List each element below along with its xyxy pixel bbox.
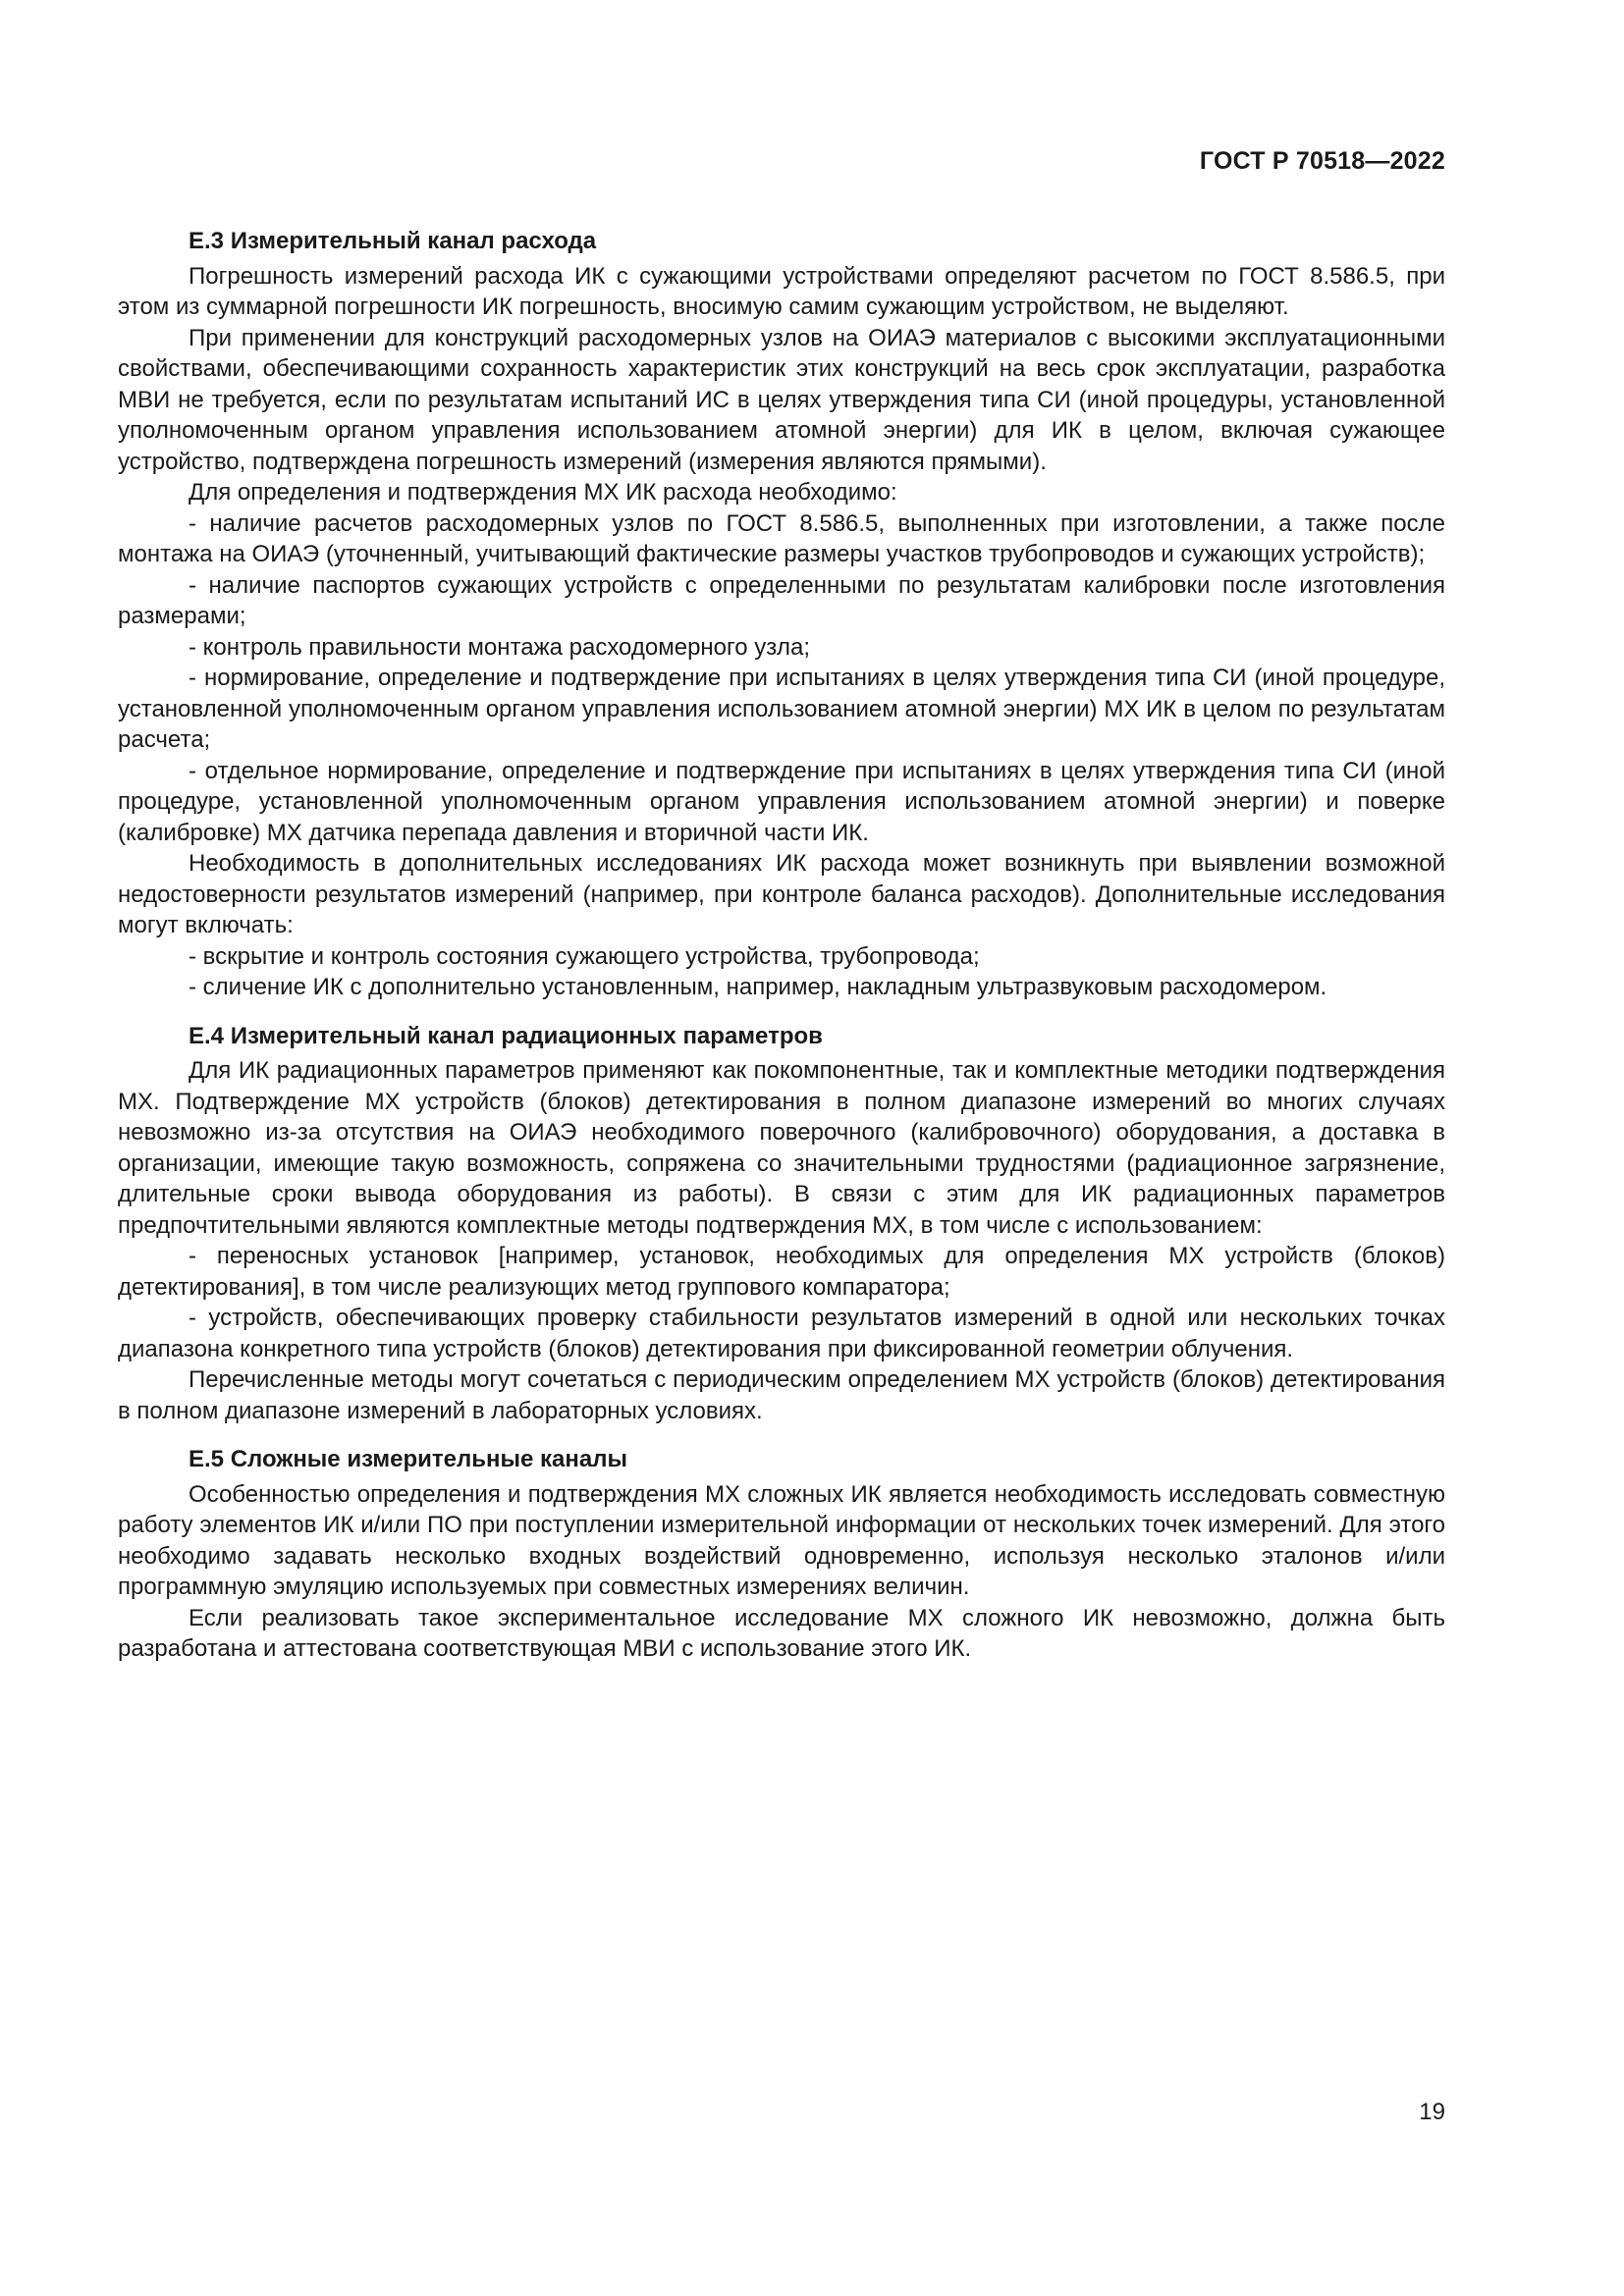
page-number: 19 (1419, 2099, 1445, 2125)
list-item: - вскрытие и контроль состояния сужающего устройства, трубопровода; (189, 942, 980, 970)
list-item: - наличие расчетов расходомерных узлов по ГОСТ 8.586.5, выполненных при изготовлении, а также после монтажа на ОИАЭ (уточненный, учитывающий фактические размеры участков трубопроводов и сужающих устройств); (118, 509, 1445, 567)
list-item: - нормирование, определение и подтверждение при испытаниях в целях утверждения типа СИ (иной процедуре, установленной уполномоченным органом управления использованием атомной энергии) МХ ИК в целом по результатам расчета; (118, 665, 1445, 753)
list-item: - сличение ИК с дополнительно установленным, например, накладным ультразвуковым расходомером. (189, 974, 1327, 1000)
list-item: - отдельное нормирование, определение и подтверждение при испытаниях в целях утверждения типа СИ (иной процедуре, установленной уполномоченным органом управления использованием атомной энергии) и поверке (калибровке) МХ датчика перепада давления и вторичной части ИК. (118, 757, 1445, 846)
paragraph: Погрешность измерений расхода ИК с сужающими устройствами определяют расчетом по ГОСТ 8.586.5, при этом из суммарной погрешности ИК погрешность, вносимую самим сужающим устройством, не выделяют. (118, 262, 1445, 320)
paragraph: При применении для конструкций расходомерных узлов на ОИАЭ материалов с высокими эксплуатационными свойствами, обеспечивающими сохранность характеристик этих конструкций на весь срок эксплуатации, разработка МВИ не требуется, если по результатам испытаний ИС в целях утверждения типа СИ (иной процедуры, установленной уполномоченным органом управления использованием атомной энергии) для ИК в целом, включая сужающее устройство, подтверждена погрешность измерений (измерения являются прямыми). (118, 324, 1445, 475)
list-item: - наличие паспортов сужающих устройств с определенными по результатам калибровки после изготовления размерами; (118, 571, 1445, 629)
document-body (118, 226, 1445, 1665)
paragraph: Особенностью определения и подтверждения МХ сложных ИК является необходимость исследовать совместную работу элементов ИК и/или ПО при поступлении измерительной информации от нескольких точек измерений. Для этого необходимо задавать несколько входных воздействий одновременно, используя несколько эталонов и/или программную эмуляцию используемых при совместных измерениях величин. (118, 1480, 1445, 1600)
document-code: ГОСТ Р 70518—2022 (1199, 147, 1445, 175)
paragraph: Для ИК радиационных параметров применяют как покомпонентные, так и комплектные методики подтверждения МХ. Подтверждение МХ устройств (блоков) детектирования в полном диапазоне измерений во многих случаях невозможно из-за отсутствия на ОИАЭ необходимого поверочного (калибровочного) оборудования, а доставка в организации, имеющие такую возможность, сопряжена со значительными трудностями (радиационное загрязнение, длительные сроки вывода оборудования из работы). В связи с этим для ИК радиационных параметров предпочтительными являются комплектные методы подтверждения МХ, в том числе с использованием: (118, 1057, 1445, 1239)
paragraph: Если реализовать такое экспериментальное исследование МХ сложного ИК невозможно, должна быть разработана и аттестована соответствующая МВИ с использование этого ИК. (118, 1604, 1445, 1662)
paragraph: Перечисленные методы могут сочетаться с периодическим определением МХ устройств (блоков) детектирования в полном диапазоне измерений в лабораторных условиях. (118, 1366, 1445, 1424)
list-item: - устройств, обеспечивающих проверку стабильности результатов измерений в одной или нескольких точках диапазона конкретного типа устройств (блоков) детектирования при фиксированной геометрии облучения. (118, 1305, 1445, 1362)
section-heading-e4: Е.4 Измерительный канал радиационных параметров (189, 1022, 823, 1049)
list-item: - переносных установок [например, установок, необходимых для определения МХ устройств (блоков) детектирования], в том числе реализующих метод группового компаратора; (118, 1243, 1445, 1301)
paragraph: Необходимость в дополнительных исследованиях ИК расхода может возникнуть при выявлении возможной недостоверности результатов измерений (например, при контроле баланса расходов). Дополнительные исследования могут включать: (118, 850, 1445, 938)
paragraph: Для определения и подтверждения МХ ИК расхода необходимо: (189, 479, 897, 506)
section-heading-e5: Е.5 Сложные измерительные каналы (189, 1446, 627, 1472)
list-item: - контроль правильности монтажа расходомерного узла; (189, 633, 811, 661)
section-heading-e3: Е.3 Измерительный канал расхода (189, 228, 597, 254)
